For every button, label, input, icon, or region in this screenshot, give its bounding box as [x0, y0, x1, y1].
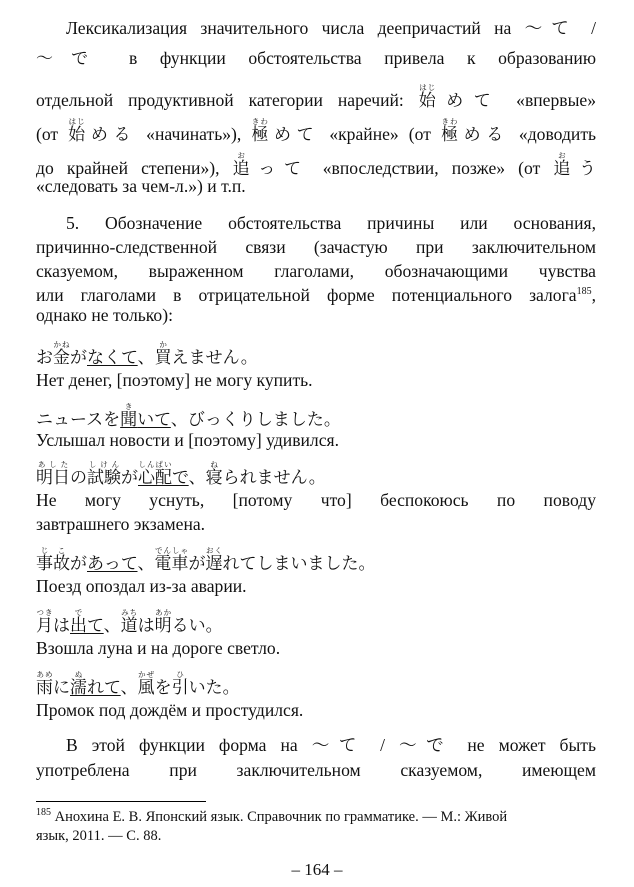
- example5-jp: [36, 608, 596, 636]
- example6-ru: [36, 700, 596, 720]
- translation: Услышал новости и [поэтому] удивился.: [36, 430, 340, 450]
- para1-line2-text: в функции обстоятельства привела к образованию: [106, 48, 596, 68]
- ruby-ashita: あした: [36, 460, 70, 469]
- kanji-shiken: 試験: [87, 468, 121, 488]
- kanji-michi: 道: [120, 616, 138, 636]
- para1-line6-text: «следовать за чем-л.») и т.п.: [36, 176, 246, 196]
- kana: で: [172, 468, 189, 488]
- kanji-shinpai: 心配: [138, 468, 172, 488]
- comma: 、: [120, 678, 138, 698]
- kanji-nu: 濡: [70, 678, 87, 698]
- ruby-kane: かね: [53, 340, 70, 349]
- para1-line5: [36, 151, 596, 179]
- comma: 、: [137, 554, 155, 574]
- para1-line1-text: Лексикализация значительного числа деепричастий на 〜て /: [66, 18, 596, 38]
- kanji-ki: 聞: [120, 410, 138, 430]
- ruby-de: で: [70, 608, 87, 617]
- text-nachinat: «начинать»),: [136, 124, 252, 144]
- example2-jp: [36, 402, 596, 430]
- example1-jp: [36, 340, 596, 368]
- ruby-haji: はじ: [418, 83, 436, 92]
- example3-ru-line2: [36, 514, 596, 534]
- kanji-kiwa: 極: [440, 125, 464, 145]
- word-hajimeru: [68, 117, 137, 145]
- comma: 、: [103, 616, 121, 636]
- text-kraine: «крайне» (от: [319, 124, 441, 144]
- kanji-ne: 寝: [205, 468, 223, 488]
- kanji-ashita: 明日: [36, 468, 70, 488]
- text-dovodit: «доводить: [508, 124, 597, 144]
- kana: られません。: [222, 468, 326, 488]
- para2-line2: [36, 237, 596, 257]
- ruby-kiwa: きわ: [251, 117, 269, 126]
- example4-jp: [36, 546, 596, 574]
- footnote-divider: [36, 801, 206, 802]
- translation: завтрашнего экзамена.: [36, 514, 206, 534]
- para2-line2-text: причинно-следственной связи (зачастую при заключительном: [36, 237, 596, 257]
- underlined-form: あって: [87, 554, 138, 574]
- underlined-form: [70, 670, 121, 698]
- kanji-aka: 明: [154, 616, 172, 636]
- text-ot: (от: [36, 124, 69, 144]
- translation: Взошла луна и на дороге светло.: [36, 638, 281, 658]
- kanji-densha: 電車: [154, 554, 189, 574]
- kana: いた。: [188, 678, 240, 698]
- example3-jp: [36, 460, 596, 488]
- kanji-o: 追: [232, 159, 259, 179]
- ruby-kiwa: きわ: [440, 117, 458, 126]
- footnote-line2: [36, 827, 596, 845]
- para1-line1: [66, 18, 596, 38]
- kanji-haji: 始: [418, 91, 447, 111]
- para2-line3-text: сказуемом, выраженном глаголами, обозначающими чувства: [36, 261, 596, 281]
- ruby-ka: か: [154, 340, 172, 349]
- kana: るい。: [171, 616, 223, 636]
- ruby-ame: あめ: [36, 670, 53, 679]
- okurigana: めて: [274, 125, 320, 145]
- page-number: – 164 –: [291, 860, 343, 879]
- ruby-densha: でんしゃ: [154, 546, 189, 555]
- example1-ru: [36, 370, 596, 390]
- kanji-haji: 始: [68, 125, 91, 145]
- particle-ga: が: [70, 348, 87, 368]
- ruby-haji: はじ: [68, 117, 86, 126]
- particle-wo: を: [154, 678, 172, 698]
- ruby-jiko: じこ: [36, 546, 70, 555]
- okurigana: める: [463, 125, 509, 145]
- ruby-ki: き: [120, 402, 138, 411]
- para2-line5-text: однако не только):: [36, 305, 173, 325]
- para2-line3: [36, 261, 596, 281]
- para2-line4: [36, 285, 596, 305]
- para2-line5: [36, 305, 596, 325]
- kana: お: [36, 348, 53, 368]
- example5-ru: [36, 638, 596, 658]
- underlined-form: [120, 402, 171, 430]
- ruby-o: お: [553, 151, 571, 160]
- ruby-ne: ね: [205, 460, 223, 469]
- para1-line4: [36, 117, 596, 145]
- particle-wa: は: [53, 616, 70, 636]
- kana: て: [87, 616, 104, 636]
- para3-line1-text: В этой функции форма на 〜て / 〜で не может быть: [66, 735, 596, 755]
- word-kiwamete: [251, 117, 320, 145]
- kanji-ka: 買: [154, 348, 172, 368]
- translation: Не могу уснуть, [потому что] беспокоюсь по поводу: [36, 490, 596, 510]
- para1-line3: [36, 83, 596, 111]
- footnote-text: язык, 2011. — С. 88.: [36, 828, 162, 844]
- particle-ga: が: [121, 468, 138, 488]
- kana: れてしまいました。: [222, 554, 376, 574]
- example4-ru: [36, 576, 596, 596]
- ruby-shiken: しけん: [87, 460, 121, 469]
- particle-ga: が: [188, 554, 206, 574]
- text-do-kraynei: до крайней степени»),: [36, 158, 233, 178]
- para1-line6: [36, 176, 596, 196]
- word-kiwameru: [440, 117, 509, 145]
- translation: Поезд опоздал из-за аварии.: [36, 576, 247, 596]
- kana: ニュースを: [36, 410, 121, 430]
- ruby-hi: ひ: [171, 670, 189, 679]
- ruby-tsuki: つき: [36, 608, 53, 617]
- para1-line3-end: «впервые»: [501, 90, 597, 110]
- para1-line3-text: отдельной продуктивной категории наречий:: [36, 90, 419, 110]
- translation: Нет денег, [поэтому] не могу купить.: [36, 370, 313, 390]
- text-vposledstvii: «впоследствии, позже» (от: [309, 158, 554, 178]
- kana: えません。: [171, 348, 258, 368]
- particle-ni: に: [53, 678, 70, 698]
- okurigana: める: [90, 125, 137, 145]
- particle-ga: が: [70, 554, 87, 574]
- kanji-ame: 雨: [36, 678, 53, 698]
- particle-wa: は: [137, 616, 155, 636]
- kana: いて: [137, 410, 171, 430]
- okurigana: う: [579, 159, 597, 179]
- footnote-line1: [36, 808, 596, 826]
- example3-ru-line1: [36, 490, 596, 510]
- footnote-text: Анохина Е. В. Японский язык. Справочник по грамматике. — М.: Живой: [51, 809, 508, 825]
- comma: ,: [591, 285, 596, 305]
- ruby-aka: あか: [154, 608, 172, 617]
- ruby-oku: おく: [205, 546, 223, 555]
- kanji-tsuki: 月: [36, 616, 53, 636]
- ruby-michi: みち: [120, 608, 138, 617]
- example6-jp: [36, 670, 596, 698]
- para2-line1: [66, 213, 596, 233]
- para2-line1-text: 5. Обозначение обстоятельства причины или основания,: [66, 213, 596, 233]
- okurigana: って: [258, 159, 310, 179]
- kana: れて: [87, 678, 121, 698]
- kanji-oku: 遅: [205, 554, 223, 574]
- ruby-kaze: かぜ: [137, 670, 155, 679]
- example2-ru: [36, 430, 596, 450]
- kanji-kaze: 風: [137, 678, 155, 698]
- ruby-o: お: [232, 151, 250, 160]
- translation: Промок под дождём и простудился.: [36, 700, 304, 720]
- kanji-de: 出: [70, 616, 87, 636]
- ruby-shinpai: しんぱい: [138, 460, 172, 469]
- kanji-kiwa: 極: [251, 125, 274, 145]
- underlined-form: なくて: [87, 348, 138, 368]
- ruby-nu: ぬ: [70, 670, 87, 679]
- kanji-o: 追: [553, 159, 580, 179]
- comma: 、: [137, 348, 155, 368]
- para3-line1: [66, 735, 596, 755]
- para3-line2-text: употреблена при заключительном сказуемом, имеющем: [36, 760, 596, 780]
- para3-line2: [36, 760, 596, 780]
- para1-line2: [36, 48, 596, 69]
- word-hajimete: [418, 83, 502, 111]
- footnote-ref[interactable]: 185: [576, 286, 592, 298]
- okurigana: めて: [446, 91, 502, 111]
- para1-line2-suffix: 〜で: [36, 49, 107, 69]
- underlined-form: [70, 608, 104, 636]
- kanji-hi: 引: [171, 678, 189, 698]
- particle-no: の: [70, 468, 87, 488]
- comma: 、: [188, 468, 206, 488]
- para2-line4-text: или глаголами в отрицательной форме потенциального залога: [36, 285, 577, 305]
- kanji-kane: 金: [53, 348, 70, 368]
- kanji-jiko: 事故: [36, 554, 70, 574]
- footnote-number: 185: [36, 807, 51, 819]
- kana: 、びっくりしました。: [170, 410, 341, 430]
- underlined-form: [138, 460, 189, 488]
